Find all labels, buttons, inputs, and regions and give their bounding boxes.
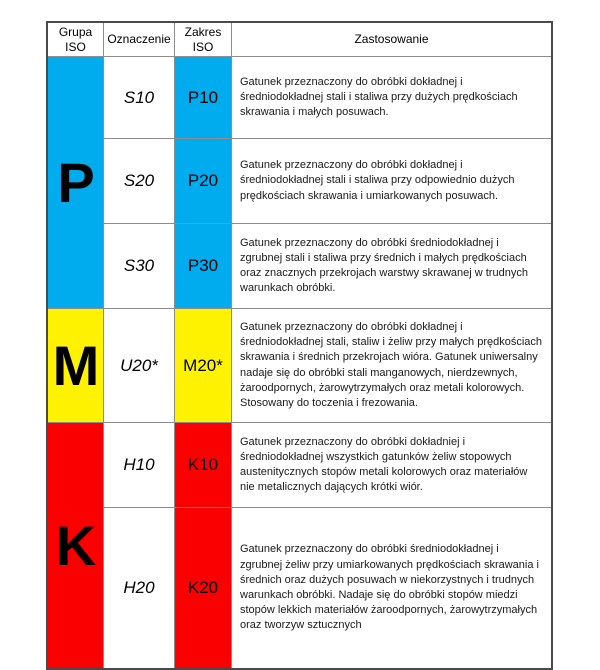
range-k20: K20 <box>175 508 232 668</box>
group-letter-p: P <box>48 57 104 309</box>
designation-s10: S10 <box>104 57 175 139</box>
designation-h10: H10 <box>104 423 175 508</box>
application-p10: Gatunek przeznaczony do obróbki dokładnej i średniodokładnej stali i staliwa przy dużych prędkościach skrawania i małych posuwach. <box>232 57 551 139</box>
group-letter-k: K <box>48 423 104 668</box>
range-p20: P20 <box>175 139 232 224</box>
application-k20: Gatunek przeznaczony do obróbki średniodokładnej i zgrubnej żeliw przy umiarkowanych prędkościach skrawania i średnich oraz dużych posuwach w niekorzystnych i trudnych warunkach obróbki. Nadaje się do obróbki stopów miedzi stopów lekkich materiałów żaroodpornych, żarowytrzymałych oraz tworzyw sztucznych <box>240 543 539 632</box>
group-letter-m: M <box>48 309 104 423</box>
header-grupa-iso: Grupa ISO <box>48 23 104 57</box>
header-oznaczenie: Oznaczenie <box>104 23 175 57</box>
designation-u20: U20* <box>104 309 175 423</box>
range-p10: P10 <box>175 57 232 139</box>
application-m20: Gatunek przeznaczony do obróbki dokładnej i średniodokładnej stali, staliw i żeliw przy małych prędkościach skrawania i średnich przekrojach wióra. Gatunek uniwersalny nadaje się do obróbki stali manganowych, nierdzewnych, żaroodpornych, żarowytrzymałych oraz metali kolorowych. Stosowany do toczenia i frezowania. <box>232 309 551 423</box>
header-zastosowanie: Zastosowanie <box>232 23 551 57</box>
designation-s30: S30 <box>104 224 175 309</box>
application-k10: Gatunek przeznaczony do obróbki dokładniej i średniodokładnej wszystkich gatunków żeliw stopowych austenitycznych stopów metali kolorowych oraz materiałów nie metalicznych dających krótki wiór. <box>232 423 551 508</box>
designation-h20: H20 <box>104 508 175 668</box>
range-k10: K10 <box>175 423 232 508</box>
designation-s20: S20 <box>104 139 175 224</box>
range-p30: P30 <box>175 224 232 309</box>
iso-grades-table <box>46 21 553 670</box>
header-zakres-iso: Zakres ISO <box>175 23 232 57</box>
application-p20: Gatunek przeznaczony do obróbki dokładnej i średniodokładnej stali i staliwa przy odpowiednio dużych prędkościach skrawania i umiarkowanych posuwach. <box>232 139 551 224</box>
application-p30: Gatunek przeznaczony do obróbki średniodokładnej i zgrubnej stali i staliwa przy średnich i małych prędkościach oraz znacznych przekrojach warstwy skrawanej w trudnych warunkach obróbki. <box>232 224 551 309</box>
range-m20: M20* <box>175 309 232 423</box>
